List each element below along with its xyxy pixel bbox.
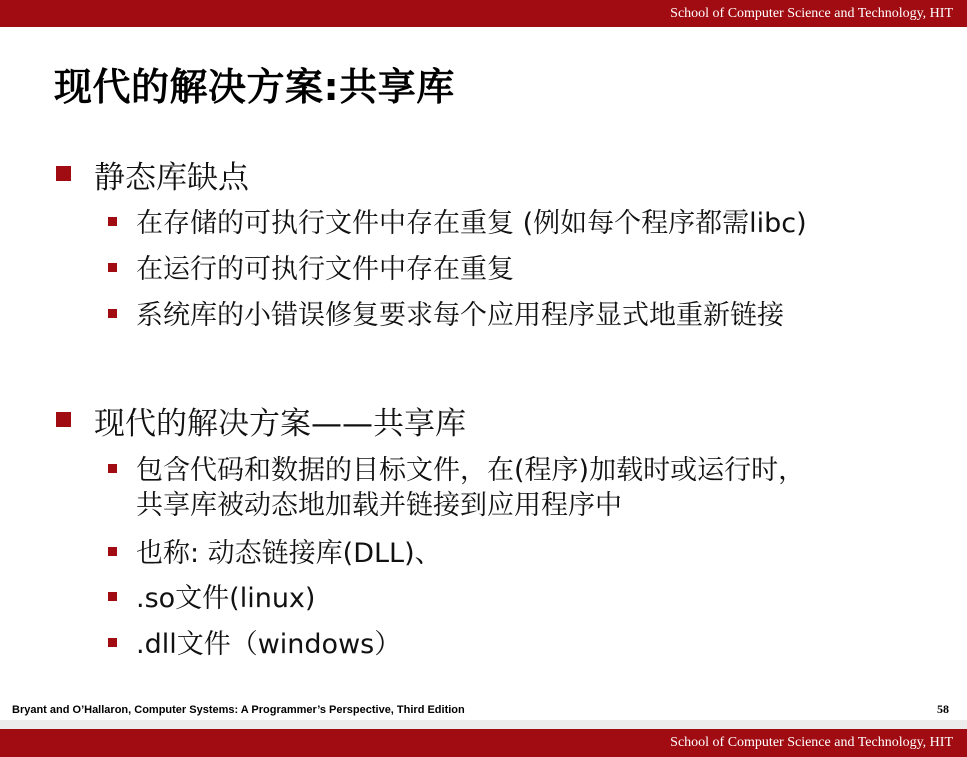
bullet-square-icon: [108, 592, 117, 601]
footer-citation: Bryant and O’Hallaron, Computer Systems: A Programmer’s Perspective, Third Edition: [12, 704, 465, 716]
sub-bullet-text: .dll文件（windows）: [136, 629, 402, 660]
sub-bullet-text: 包含代码和数据的目标文件，在(程序)加载时或运行时，: [136, 455, 806, 486]
sub-bullet-text: 系统库的小错误修复要求每个应用程序显式地重新链接: [136, 300, 784, 331]
bullet-square-icon: [108, 464, 117, 473]
sub-bullet-text: 在存储的可执行文件中存在重复 (例如每个程序都需libc): [136, 208, 807, 239]
bullet-square-icon: [108, 309, 117, 318]
slide-title: 现代的解决方案:共享库: [54, 65, 455, 109]
sub-bullet-text: .so文件(linux): [136, 583, 316, 614]
header-org-text: School of Computer Science and Technology, HIT: [670, 6, 953, 21]
footer-org-text: School of Computer Science and Technology, HIT: [670, 735, 953, 750]
bullet-square-icon: [108, 263, 117, 272]
sub-bullet-text: 在运行的可执行文件中存在重复: [136, 254, 514, 285]
footer-bar: [0, 729, 967, 757]
header-bar: [0, 0, 967, 27]
sub-bullet-text: 也称: 动态链接库(DLL)、: [136, 538, 442, 569]
divider-strip: [0, 720, 967, 729]
page-number: 58: [937, 702, 949, 716]
bullet-square-icon: [108, 638, 117, 647]
sub-bullet-text: 共享库被动态地加载并链接到应用程序中: [136, 490, 622, 521]
bullet-heading-text: 现代的解决方案——共享库: [94, 406, 466, 442]
bullet-square-icon: [108, 217, 117, 226]
bullet-heading-text: 静态库缺点: [94, 160, 249, 196]
bullet-square-icon: [56, 412, 71, 427]
bullet-square-icon: [56, 166, 71, 181]
bullet-square-icon: [108, 547, 117, 556]
